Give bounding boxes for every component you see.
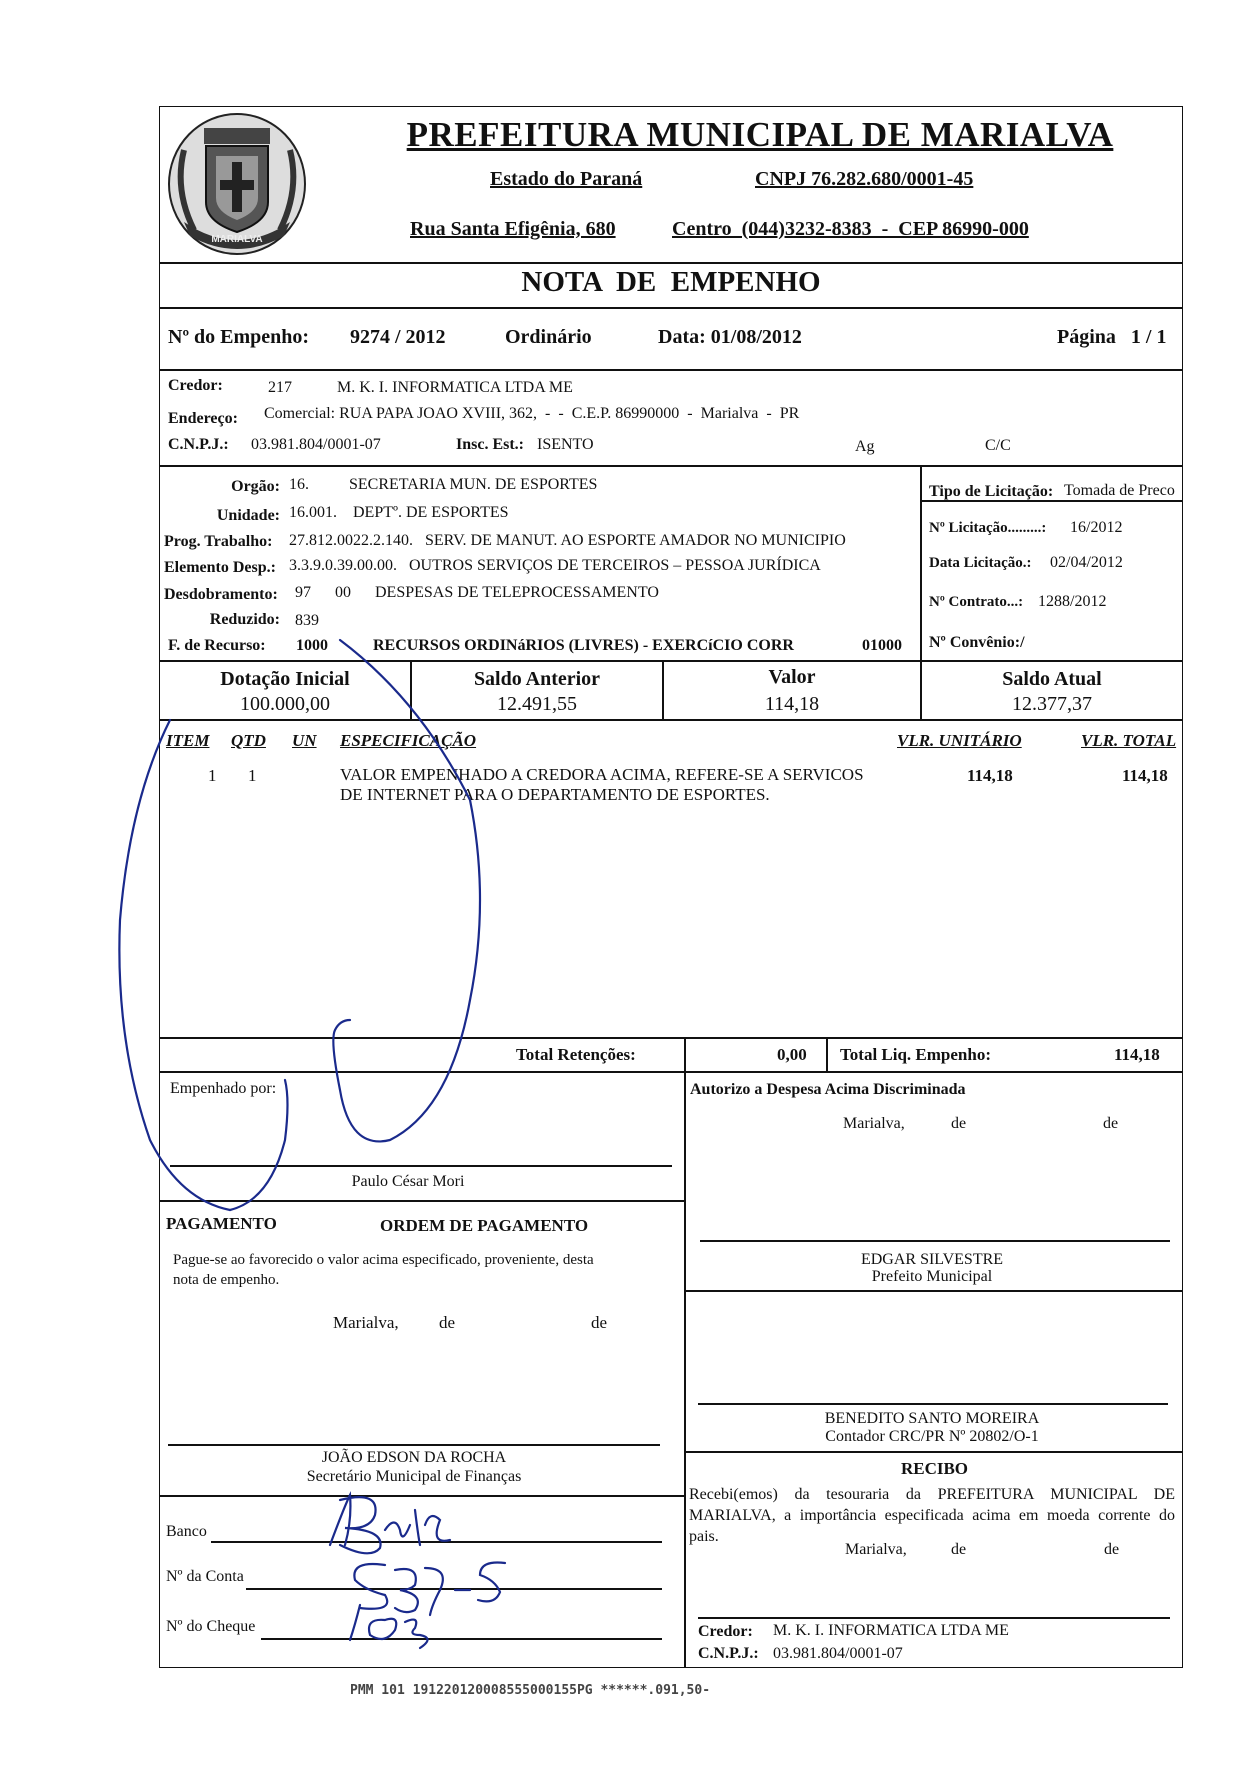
contador-signer: BENEDITO SANTO MOREIRA [824, 1410, 1040, 1427]
pagamento-text-line1: Pague-se ao favorecido o valor acima especificado, proveniente, desta [173, 1252, 594, 1268]
retencoes-label: Total Retenções: [516, 1045, 636, 1064]
pagamento-signer: JOÃO EDSON DA ROCHA [321, 1449, 507, 1466]
credor-address-label: Endereço: [168, 410, 238, 427]
reduzido-label: Reduzido: [209, 611, 280, 628]
ordem-pagamento-title: ORDEM DE PAGAMENTO [380, 1216, 589, 1235]
contador-role: Contador CRC/PR Nº 20802/O-1 [825, 1428, 1039, 1445]
col-un: UN [292, 731, 317, 750]
convenio-label: Nº Convênio:/ [929, 634, 1025, 651]
orgao-value: 16. SECRETARIA MUN. DE ESPORTES [289, 476, 598, 493]
item-number: 1 [208, 766, 217, 785]
header-state: Estado do Paraná [490, 168, 643, 190]
header-cnpj: CNPJ 76.282.680/0001-45 [755, 168, 974, 190]
cheque-label: Nº do Cheque [166, 1618, 256, 1635]
col-item: ITEM [166, 731, 210, 750]
pagamento-de1: de [439, 1313, 456, 1332]
empenho-number: 9274 / 2012 [350, 326, 446, 348]
autorizo-de1: de [951, 1115, 967, 1132]
pagamento-label: PAGAMENTO [166, 1214, 277, 1233]
credor-insc: ISENTO [537, 436, 594, 453]
saldo-anterior-label: Saldo Anterior [473, 668, 601, 690]
credor-label: Credor: [168, 377, 223, 394]
page-number: Página 1 / 1 [1057, 326, 1167, 348]
empenhado-label: Empenhado por: [170, 1080, 277, 1097]
desdobramento-value: 97 00 DESPESAS DE TELEPROCESSAMENTO [295, 584, 659, 601]
autorizo-place: Marialva, [843, 1115, 905, 1132]
reduzido-value: 839 [295, 612, 319, 629]
recibo-text-line3: pais. [689, 1528, 719, 1545]
saldo-atual-label: Saldo Atual [1002, 668, 1102, 690]
recibo-text-line1: Recebi(emos) da tesouraria da PREFEITURA MUNICIPAL DE [689, 1486, 1175, 1503]
pagamento-text-line2: nota de empenho. [173, 1272, 280, 1288]
licitacao-tipo-label: Tipo de Licitação: [929, 483, 1054, 500]
recibo-de2: de [1104, 1541, 1120, 1558]
credor-insc-label: Insc. Est.: [456, 436, 525, 453]
recibo-credor: M. K. I. INFORMATICA LTDA ME [773, 1622, 1009, 1639]
licitacao-data: 02/04/2012 [1050, 554, 1123, 571]
header-address: Centro (044)3232-8383 - CEP 86990-000 [672, 218, 1029, 240]
autorizo-de2: de [1103, 1115, 1119, 1132]
header-title: PREFEITURA MUNICIPAL DE MARIALVA [406, 115, 1114, 154]
autorizo-label: Autorizo a Despesa Acima Discriminada [690, 1081, 966, 1098]
prog-value: 27.812.0022.2.140. SERV. DE MANUT. AO ESPORTE AMADOR NO MUNICIPIO [289, 532, 846, 549]
header-street: Rua Santa Efigênia, 680 [410, 218, 616, 240]
recibo-place: Marialva, [845, 1541, 907, 1558]
empenho-date: Data: 01/08/2012 [658, 326, 802, 348]
dotacao-label: Dotação Inicial [220, 668, 350, 690]
valor-label: Valor [768, 666, 816, 688]
liquido-value: 114,18 [1114, 1045, 1160, 1064]
pagamento-place: Marialva, [333, 1313, 399, 1332]
credor-cnpj: 03.981.804/0001-07 [251, 436, 381, 453]
col-qtd: QTD [231, 731, 266, 750]
col-especificacao: ESPECIFICAÇÃO [340, 731, 477, 750]
credor-code: 217 [268, 379, 292, 396]
credor-cnpj-label: C.N.P.J.: [168, 436, 229, 453]
doc-title: NOTA DE EMPENHO [521, 266, 821, 298]
autorizo-role: Prefeito Municipal [871, 1268, 993, 1285]
saldo-atual-value: 12.377,37 [1012, 693, 1092, 715]
recurso-num: 01000 [862, 637, 902, 654]
orgao-label: Orgão: [231, 478, 280, 495]
recurso-desc: RECURSOS ORDINáRIOS (LIVRES) - EXERCíCIO CORR [373, 637, 794, 654]
valor-value: 114,18 [764, 693, 820, 715]
unidade-value: 16.001. DEPTº. DE ESPORTES [289, 504, 509, 521]
recurso-label: F. de Recurso: [168, 637, 266, 654]
unidade-label: Unidade: [216, 507, 280, 524]
empenhado-name: Paulo César Mori [351, 1173, 465, 1190]
item-desc-line1: VALOR EMPENHADO A CREDORA ACIMA, REFERE-SE A SERVICOS [340, 765, 864, 784]
recibo-title: RECIBO [900, 1459, 969, 1478]
empenho-type: Ordinário [505, 326, 592, 348]
recibo-cnpj-label: C.N.P.J.: [698, 1645, 759, 1662]
prog-label: Prog. Trabalho: [164, 533, 273, 550]
municipal-seal-icon [164, 110, 310, 258]
licitacao-tipo: Tomada de Preco [1064, 482, 1175, 499]
contrato-label: Nº Contrato...: [929, 594, 1024, 610]
licitacao-num-label: Nº Licitação.........: [929, 520, 1047, 536]
empenho-label: Nº do Empenho: [168, 326, 310, 348]
dotacao-value: 100.000,00 [240, 693, 330, 715]
item-desc-line2: DE INTERNET PARA O DEPARTAMENTO DE ESPORTES. [340, 785, 770, 804]
recibo-text-line2: MARIALVA, a importância especificada acima em moeda corrente do [689, 1507, 1175, 1524]
liquido-label: Total Liq. Empenho: [840, 1045, 991, 1064]
recibo-de1: de [951, 1541, 967, 1558]
item-qtd: 1 [248, 766, 257, 785]
item-total: 114,18 [1122, 766, 1168, 785]
saldo-anterior-value: 12.491,55 [497, 693, 577, 715]
col-vlr-unitario: VLR. UNITÁRIO [897, 731, 1022, 750]
footer-code: PMM 101 191220120008555000155PG ******.091,50- [350, 1683, 711, 1698]
recibo-cnpj: 03.981.804/0001-07 [773, 1645, 903, 1662]
seal-text: MARIALVA [211, 234, 263, 245]
credor-ag: Ag [855, 438, 875, 455]
contrato-value: 1288/2012 [1038, 593, 1107, 610]
pagamento-de2: de [591, 1313, 608, 1332]
elemento-value: 3.3.9.0.39.00.00. OUTROS SERVIÇOS DE TERCEIROS – PESSOA JURÍDICA [289, 557, 821, 574]
recurso-code: 1000 [296, 637, 328, 654]
elemento-label: Elemento Desp.: [164, 559, 276, 576]
credor-address: Comercial: RUA PAPA JOAO XVIII, 362, - - C.E.P. 86990000 - Marialva - PR [264, 405, 800, 422]
desdobramento-label: Desdobramento: [164, 586, 278, 603]
pagamento-role: Secretário Municipal de Finanças [306, 1468, 522, 1485]
licitacao-data-label: Data Licitação.: [929, 555, 1032, 571]
recibo-credor-label: Credor: [698, 1623, 753, 1640]
credor-cc: C/C [985, 437, 1011, 454]
conta-label: Nº da Conta [166, 1568, 244, 1585]
col-vlr-total: VLR. TOTAL [1081, 731, 1177, 750]
autorizo-signer: EDGAR SILVESTRE [860, 1251, 1004, 1268]
credor-name: M. K. I. INFORMATICA LTDA ME [337, 379, 573, 396]
retencoes-value: 0,00 [777, 1045, 807, 1064]
item-unit: 114,18 [967, 766, 1013, 785]
banco-label: Banco [166, 1523, 207, 1540]
licitacao-num: 16/2012 [1070, 519, 1123, 536]
